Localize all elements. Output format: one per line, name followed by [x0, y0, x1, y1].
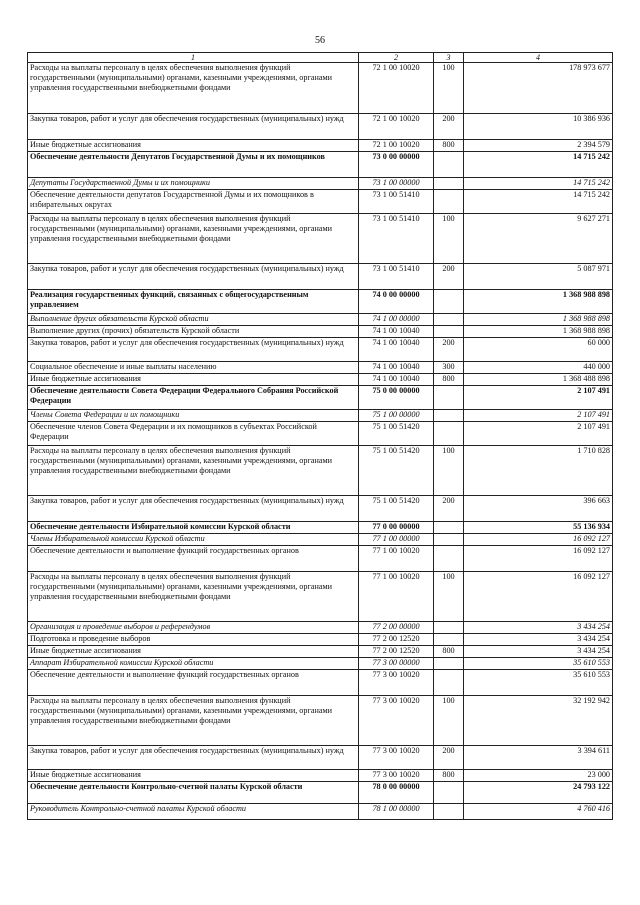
cell-amount: 14 715 242	[464, 190, 613, 214]
cell-expense-type: 800	[434, 374, 464, 386]
cell-expense-type	[434, 622, 464, 634]
table-row	[28, 658, 613, 670]
cell-name: Иные бюджетные ассигнования	[28, 770, 359, 782]
cell-expense-type: 100	[434, 214, 464, 264]
cell-name: Члены Совета Федерации и их помощники	[28, 410, 359, 422]
cell-name: Расходы на выплаты персоналу в целях обеспечения выполнения функций государственными (муниципальными) органами, казенными учреждениями, органами управления государственными внебюджетными фондами	[28, 63, 359, 114]
cell-amount: 24 793 122	[464, 782, 613, 804]
cell-amount: 396 663	[464, 496, 613, 522]
table-row	[28, 326, 613, 338]
table-row	[28, 214, 613, 264]
cell-amount: 32 192 942	[464, 696, 613, 746]
cell-code: 72 1 00 10020	[359, 63, 434, 114]
cell-code: 77 3 00 10020	[359, 746, 434, 770]
table-row	[28, 314, 613, 326]
cell-amount: 35 610 553	[464, 658, 613, 670]
table-header-row	[28, 53, 613, 63]
cell-code: 77 1 00 10020	[359, 572, 434, 622]
cell-name: Организация и проведение выборов и референдумов	[28, 622, 359, 634]
cell-amount: 2 107 491	[464, 386, 613, 410]
table-row	[28, 670, 613, 696]
cell-expense-type	[434, 314, 464, 326]
cell-expense-type	[434, 534, 464, 546]
cell-expense-type	[434, 522, 464, 534]
cell-code: 72 1 00 10020	[359, 114, 434, 140]
cell-expense-type	[434, 290, 464, 314]
cell-expense-type: 100	[434, 446, 464, 496]
table-row	[28, 770, 613, 782]
table-row	[28, 374, 613, 386]
table-row	[28, 190, 613, 214]
cell-code: 77 3 00 10020	[359, 670, 434, 696]
cell-code: 75 0 00 00000	[359, 386, 434, 410]
cell-code: 75 1 00 51420	[359, 446, 434, 496]
cell-name: Обеспечение деятельности Депутатов Государственной Думы и их помощников	[28, 152, 359, 178]
table-row	[28, 804, 613, 820]
cell-expense-type: 200	[434, 338, 464, 362]
cell-code: 74 0 00 00000	[359, 290, 434, 314]
cell-amount: 16 092 127	[464, 572, 613, 622]
cell-amount: 178 973 677	[464, 63, 613, 114]
table-row	[28, 63, 613, 114]
cell-name: Социальное обеспечение и иные выплаты населению	[28, 362, 359, 374]
cell-amount: 1 368 988 898	[464, 326, 613, 338]
cell-amount: 3 434 254	[464, 634, 613, 646]
table-row	[28, 534, 613, 546]
cell-name: Обеспечение деятельности депутатов Государственной Думы и их помощников в избирательных округах	[28, 190, 359, 214]
cell-amount: 5 087 971	[464, 264, 613, 290]
cell-name: Аппарат Избирательной комиссии Курской области	[28, 658, 359, 670]
cell-amount: 2 107 491	[464, 410, 613, 422]
table-row	[28, 152, 613, 178]
cell-expense-type: 100	[434, 696, 464, 746]
cell-amount: 16 092 127	[464, 534, 613, 546]
cell-amount: 1 368 488 898	[464, 374, 613, 386]
cell-code: 74 1 00 00000	[359, 314, 434, 326]
cell-name: Подготовка и проведение выборов	[28, 634, 359, 646]
table-row	[28, 696, 613, 746]
table-row	[28, 178, 613, 190]
table-row	[28, 264, 613, 290]
table-row	[28, 386, 613, 410]
cell-amount: 14 715 242	[464, 152, 613, 178]
table-body	[28, 63, 613, 820]
cell-amount: 3 394 611	[464, 746, 613, 770]
cell-expense-type	[434, 152, 464, 178]
cell-expense-type	[434, 634, 464, 646]
cell-expense-type	[434, 386, 464, 410]
cell-amount: 14 715 242	[464, 178, 613, 190]
cell-amount: 16 092 127	[464, 546, 613, 572]
cell-code: 74 1 00 10040	[359, 374, 434, 386]
cell-expense-type	[434, 782, 464, 804]
cell-expense-type	[434, 546, 464, 572]
cell-expense-type: 100	[434, 572, 464, 622]
header-col-4: 4	[464, 53, 613, 63]
cell-amount: 3 434 254	[464, 622, 613, 634]
cell-amount: 1 710 828	[464, 446, 613, 496]
cell-name: Выполнение других обязательств Курской области	[28, 314, 359, 326]
cell-expense-type: 200	[434, 114, 464, 140]
cell-name: Иные бюджетные ассигнования	[28, 646, 359, 658]
cell-code: 77 2 00 00000	[359, 622, 434, 634]
cell-expense-type: 800	[434, 646, 464, 658]
table-row	[28, 746, 613, 770]
cell-code: 73 1 00 51410	[359, 190, 434, 214]
cell-name: Депутаты Государственной Думы и их помощники	[28, 178, 359, 190]
cell-code: 77 2 00 12520	[359, 646, 434, 658]
cell-amount: 3 434 254	[464, 646, 613, 658]
cell-code: 74 1 00 10040	[359, 362, 434, 374]
cell-code: 77 2 00 12520	[359, 634, 434, 646]
cell-name: Обеспечение членов Совета Федерации и их помощников в субъектах Российской Федерации	[28, 422, 359, 446]
cell-name: Закупка товаров, работ и услуг для обеспечения государственных (муниципальных) нужд	[28, 746, 359, 770]
cell-code: 73 1 00 00000	[359, 178, 434, 190]
cell-code: 78 0 00 00000	[359, 782, 434, 804]
cell-expense-type: 200	[434, 264, 464, 290]
cell-code: 77 1 00 00000	[359, 534, 434, 546]
table-row	[28, 422, 613, 446]
cell-name: Закупка товаров, работ и услуг для обеспечения государственных (муниципальных) нужд	[28, 114, 359, 140]
cell-expense-type: 800	[434, 770, 464, 782]
cell-expense-type	[434, 178, 464, 190]
cell-amount: 10 386 936	[464, 114, 613, 140]
table-row	[28, 446, 613, 496]
table-row	[28, 522, 613, 534]
cell-name: Иные бюджетные ассигнования	[28, 140, 359, 152]
budget-table	[27, 52, 613, 820]
cell-code: 73 1 00 51410	[359, 264, 434, 290]
table-row	[28, 646, 613, 658]
table-row	[28, 338, 613, 362]
cell-code: 73 0 00 00000	[359, 152, 434, 178]
cell-name: Иные бюджетные ассигнования	[28, 374, 359, 386]
cell-amount: 440 000	[464, 362, 613, 374]
cell-code: 74 1 00 10040	[359, 338, 434, 362]
cell-name: Руководитель Контрольно-счетной палаты Курской области	[28, 804, 359, 820]
cell-code: 75 1 00 51420	[359, 496, 434, 522]
cell-expense-type	[434, 326, 464, 338]
page-number: 56	[315, 35, 325, 46]
cell-amount: 9 627 271	[464, 214, 613, 264]
cell-code: 77 3 00 00000	[359, 658, 434, 670]
cell-expense-type	[434, 422, 464, 446]
cell-code: 74 1 00 10040	[359, 326, 434, 338]
cell-code: 78 1 00 00000	[359, 804, 434, 820]
cell-expense-type	[434, 190, 464, 214]
cell-name: Расходы на выплаты персоналу в целях обеспечения выполнения функций государственными (муниципальными) органами, казенными учреждениями, органами управления государственными внебюджетными фондами	[28, 214, 359, 264]
table-row	[28, 572, 613, 622]
cell-name: Обеспечение деятельности и выполнение функций государственных органов	[28, 546, 359, 572]
table-row	[28, 114, 613, 140]
cell-name: Обеспечение деятельности Совета Федерации Федерального Собрания Российской Федерации	[28, 386, 359, 410]
header-col-3: 3	[434, 53, 464, 63]
cell-expense-type	[434, 410, 464, 422]
cell-name: Члены Избирательной комиссии Курской области	[28, 534, 359, 546]
cell-name: Расходы на выплаты персоналу в целях обеспечения выполнения функций государственными (муниципальными) органами, казенными учреждениями, органами управления государственными внебюджетными фондами	[28, 696, 359, 746]
header-col-2: 2	[359, 53, 434, 63]
cell-name: Закупка товаров, работ и услуг для обеспечения государственных (муниципальных) нужд	[28, 264, 359, 290]
header-col-1: 1	[28, 53, 359, 63]
cell-name: Обеспечение деятельности и выполнение функций государственных органов	[28, 670, 359, 696]
cell-name: Закупка товаров, работ и услуг для обеспечения государственных (муниципальных) нужд	[28, 496, 359, 522]
table-row	[28, 290, 613, 314]
cell-amount: 60 000	[464, 338, 613, 362]
cell-expense-type	[434, 670, 464, 696]
table-row	[28, 410, 613, 422]
cell-name: Обеспечение деятельности Избирательной комиссии Курской области	[28, 522, 359, 534]
table-row	[28, 362, 613, 374]
cell-amount: 23 000	[464, 770, 613, 782]
cell-code: 77 1 00 10020	[359, 546, 434, 572]
cell-code: 75 1 00 00000	[359, 410, 434, 422]
table-row	[28, 622, 613, 634]
table-row	[28, 782, 613, 804]
cell-code: 77 3 00 10020	[359, 770, 434, 782]
cell-expense-type: 200	[434, 496, 464, 522]
cell-name: Расходы на выплаты персоналу в целях обеспечения выполнения функций государственными (муниципальными) органами, казенными учреждениями, органами управления государственными внебюджетными фондами	[28, 572, 359, 622]
cell-amount: 4 760 416	[464, 804, 613, 820]
cell-code: 75 1 00 51420	[359, 422, 434, 446]
cell-expense-type	[434, 658, 464, 670]
cell-name: Реализация государственных функций, связанных с общегосударственным управлением	[28, 290, 359, 314]
table-row	[28, 546, 613, 572]
cell-amount: 2 394 579	[464, 140, 613, 152]
cell-code: 77 3 00 10020	[359, 696, 434, 746]
cell-expense-type: 800	[434, 140, 464, 152]
cell-expense-type: 200	[434, 746, 464, 770]
table-row	[28, 496, 613, 522]
cell-code: 72 1 00 10020	[359, 140, 434, 152]
cell-name: Обеспечение деятельности Контрольно-счетной палаты Курской области	[28, 782, 359, 804]
cell-amount: 55 136 934	[464, 522, 613, 534]
cell-code: 77 0 00 00000	[359, 522, 434, 534]
cell-amount: 35 610 553	[464, 670, 613, 696]
cell-amount: 1 368 988 898	[464, 290, 613, 314]
cell-name: Расходы на выплаты персоналу в целях обеспечения выполнения функций государственными (муниципальными) органами, казенными учреждениями, органами управления государственными внебюджетными фондами	[28, 446, 359, 496]
cell-name: Закупка товаров, работ и услуг для обеспечения государственных (муниципальных) нужд	[28, 338, 359, 362]
cell-expense-type	[434, 804, 464, 820]
cell-expense-type: 100	[434, 63, 464, 114]
cell-expense-type: 300	[434, 362, 464, 374]
cell-amount: 1 368 988 898	[464, 314, 613, 326]
cell-name: Выполнение других (прочих) обязательств Курской области	[28, 326, 359, 338]
table-row	[28, 634, 613, 646]
cell-code: 73 1 00 51410	[359, 214, 434, 264]
table-row	[28, 140, 613, 152]
cell-amount: 2 107 491	[464, 422, 613, 446]
